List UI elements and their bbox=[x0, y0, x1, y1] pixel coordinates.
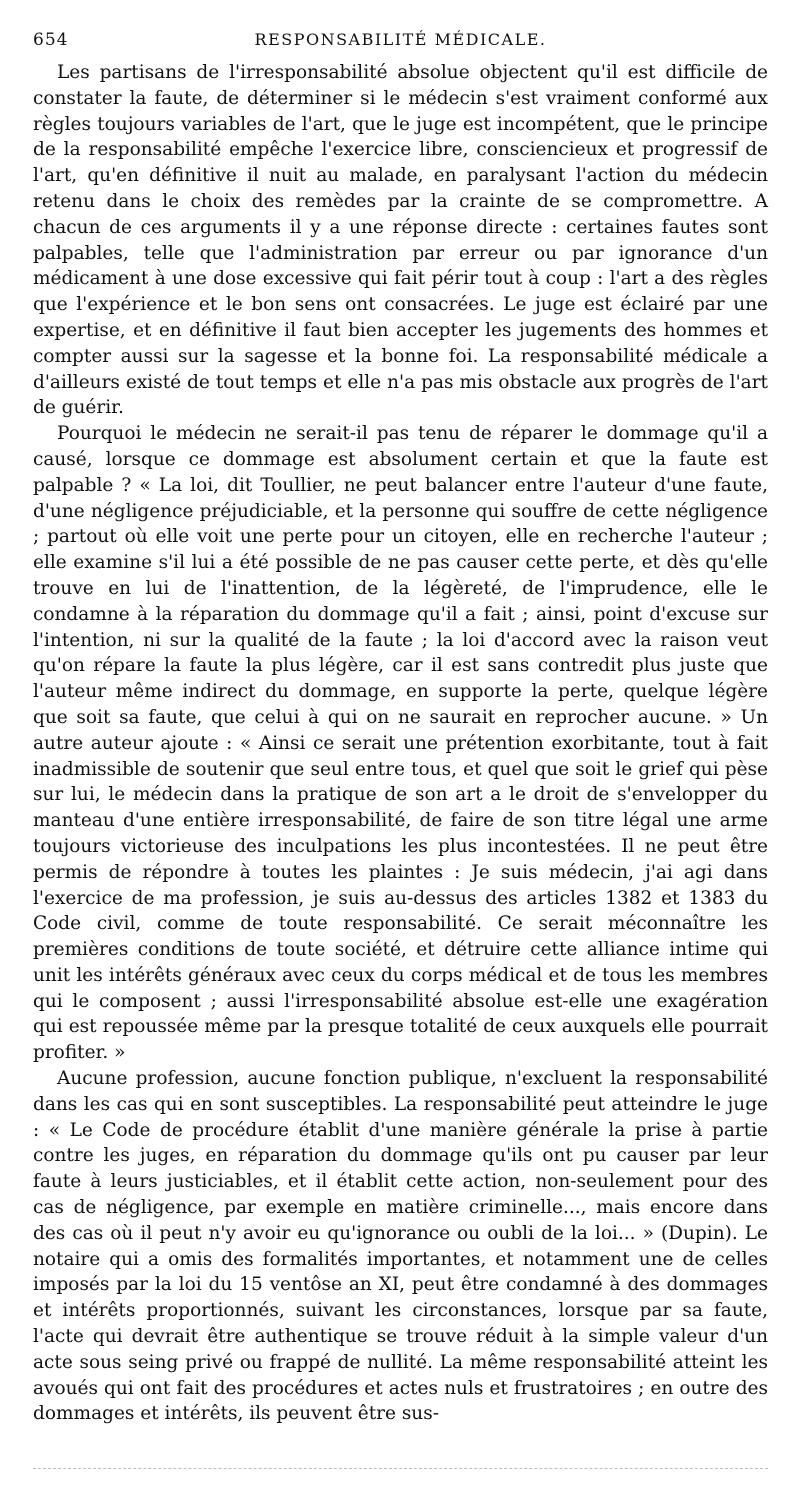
paragraph: Pourquoi le médecin ne serait-il pas tenu de réparer le dommage qu'il a causé, lorsque ce dommage est absolument certain et que la faute est palpable ? « La loi, dit Toullier, ne peut balancer entre l'auteur d'une faute, d'une négligence préjudiciable, et la personne qui souffre de cette négligence ; partout où elle voit une perte pour un citoyen, elle en recherche l'auteur ; elle examine s'il lui a été possible de ne pas causer cette perte, et dès qu'elle trouve en lui de l'inattention, de la légèreté, de l'imprudence, elle le condamne à la réparation du dommage qu'il a fait ; ainsi, point d'excuse sur l'intention, ni sur la qualité de la faute ; la loi d'accord avec la raison veut qu'on répare la faute la plus légère, car il est sans contredit plus juste que l'auteur même indirect du dommage, en supporte la perte, quelque légère que soit sa faute, que celui à qui on ne saurait en reprocher aucune. » Un autre auteur ajoute : « Ainsi ce serait une prétention exorbitante, tout à fait inadmissible de soutenir que seul entre tous, et quel que soit le grief qui pèse sur lui, le médecin dans la pratique de son art a le droit de s'envelopper du manteau d'une entière irresponsabilité, de faire de son titre légal une arme toujours victorieuse des inculpations les plus incontestées. Il ne peut être permis de répondre à toutes les plaintes : Je suis médecin, j'ai agi dans l'exercice de ma profession, je suis au-dessus des articles 1382 et 1383 du Code civil, comme de toute responsabilité. Ce serait méconnaître les premières conditions de toute société, et détruire cette alliance intime qui unit les intérêts généraux avec ceux du corps médical et de tous les membres qui le composent ; aussi l'irresponsabilité absolue est-elle une exagération qui est repoussée même par la presque totalité de ceux auxquels elle pourrait profiter. » bbox=[33, 423, 768, 1064]
book-page bbox=[33, 30, 768, 1427]
page-number: 654 bbox=[33, 30, 69, 50]
running-head bbox=[33, 30, 768, 60]
bottom-rule bbox=[33, 1468, 768, 1469]
paragraph: Les partisans de l'irresponsabilité absolue objectent qu'il est difficile de constater la faute, de déterminer si le médecin s'est vraiment conformé aux règles toujours variables de l'art, que le juge est incompétent, que le principe de la responsabilité empêche l'exercice libre, consciencieux et progressif de l'art, qu'en définitive il nuit au malade, en paralysant l'action du médecin retenu dans le choix des remèdes par la crainte de se compromettre. A chacun de ces arguments il y a une réponse directe : certaines fautes sont palpables, telle que l'administration par erreur ou par ignorance d'un médicament à une dose excessive qui fait périr tout à coup : l'art a des règles que l'expérience et le bon sens ont consacrées. Le juge est éclairé par une expertise, et en définitive il faut bien accepter les jugements des hommes et compter aussi sur la sagesse et la bonne foi. La responsabilité médicale a d'ailleurs existé de tout temps et elle n'a pas mis obstacle aux progrès de l'art de guérir. bbox=[33, 62, 768, 419]
paragraph: Aucune profession, aucune fonction publique, n'excluent la responsabilité dans les cas qui en sont susceptibles. La responsabilité peut atteindre le juge : « Le Code de procédure établit d'une manière générale la prise à partie contre les juges, en réparation du dommage qu'ils ont pu causer par leur faute à leurs justiciables, et il établit cette action, non-seulement pour des cas de négligence, par exemple en matière criminelle..., mais encore dans des cas où il peut n'y avoir eu qu'ignorance ou oubli de la loi... » (Dupin). Le notaire qui a omis des formalités importantes, et notamment une de celles imposés par la loi du 15 ventôse an XI, peut être condamné à des dommages et intérêts proportionnés, suivant les circonstances, lorsque par sa faute, l'acte qui devrait être authentique se trouve réduit à la simple valeur d'un acte sous seing privé ou frappé de nullité. La même responsabilité atteint les avoués qui ont fait des procédures et actes nuls et frustratoires ; en outre des dommages et intérêts, ils peuvent être sus- bbox=[33, 1068, 768, 1425]
running-title: RESPONSABILITÉ MÉDICALE. bbox=[254, 30, 547, 49]
body-text bbox=[33, 60, 768, 1427]
